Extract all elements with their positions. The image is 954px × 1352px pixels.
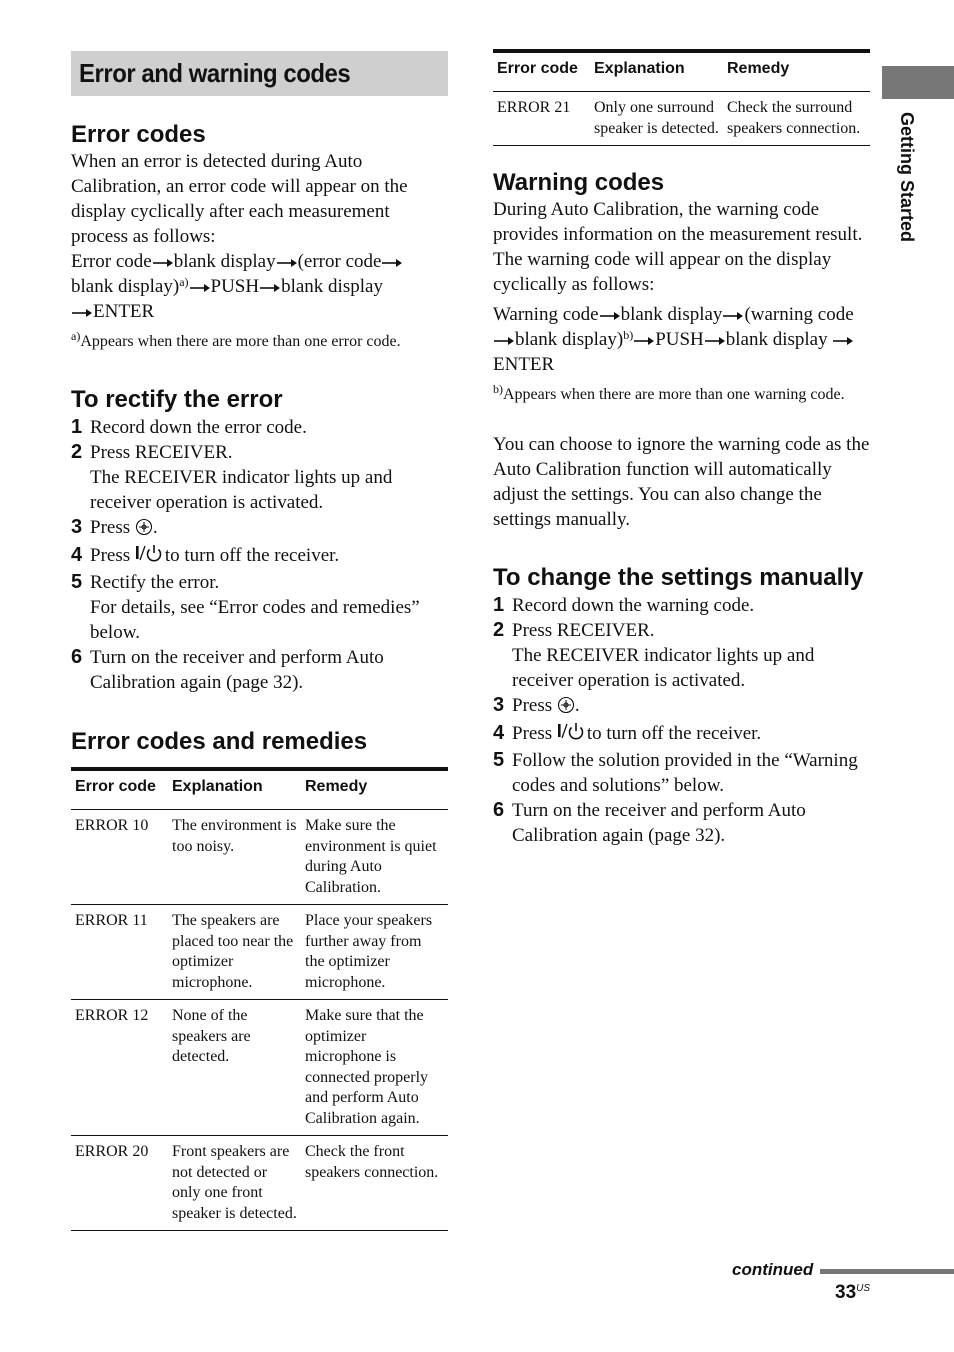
error-code-sequence: Error code blank display (error code blank display)$^{a)}$ PUSH blank display ENTER [71, 249, 448, 324]
column-header: Explanation [172, 778, 263, 795]
arrow-right-icon [71, 299, 93, 324]
arrow-right-icon [599, 302, 621, 327]
change-settings-heading: To change the settings manually [493, 564, 864, 591]
page-title-bar [71, 51, 448, 96]
list-item: 2 Press RECEIVER. The RECEIVER indicator lights up and receiver operation is activated. [71, 441, 393, 513]
remedies-heading: Error codes and remedies [71, 728, 368, 755]
power-icon [557, 721, 587, 748]
list-item: 2 Press RECEIVER. The RECEIVER indicator lights up and receiver operation is activated. [493, 619, 815, 691]
warning-codes-heading: Warning codes [493, 169, 665, 196]
continued-bar [820, 1269, 954, 1274]
table-row: ERROR 21 Only one surround speaker is detected. Check the surround speakers connection. [493, 92, 870, 146]
table-row: ERROR 10 The environment is too noisy. Make sure the environment is quiet during Auto Calibration. [71, 810, 448, 905]
arrow-right-icon [276, 249, 298, 274]
list-item: 1 Record down the error code. [71, 416, 307, 438]
error-codes-table [71, 767, 448, 1231]
power-icon [135, 543, 165, 570]
section-tab-marker [882, 66, 954, 99]
arrow-right-icon [189, 274, 211, 299]
column-header: Error code [497, 60, 578, 77]
page-number: $33^{US}$ [835, 1282, 871, 1303]
error-footnote: $^{a)}$Appears when there are more than one error code. [71, 329, 401, 350]
column-header: Remedy [727, 60, 790, 77]
error-codes-intro: When an error is detected during Auto Calibration, an error code will appear on the display cyclically after each measurement process as follows: [71, 151, 408, 247]
arrow-right-icon [381, 249, 403, 274]
arrow-right-icon [259, 274, 281, 299]
rectify-heading: To rectify the error [71, 386, 283, 413]
table-row: ERROR 20 Front speakers are not detected or only one front speaker is detected. Check the front speakers connection. [71, 1136, 448, 1231]
error-codes-heading: Error codes [71, 121, 206, 148]
list-item: 3 Press . [493, 693, 870, 721]
left-column [71, 51, 448, 1231]
joystick-center-icon [557, 696, 575, 721]
joystick-center-icon [135, 518, 153, 543]
column-header: Error code [75, 778, 156, 795]
table-header-row [493, 51, 870, 92]
list-item: 4 Press to turn off the receiver. [493, 721, 870, 748]
rectify-steps [71, 415, 448, 695]
table-row: ERROR 12 None of the speakers are detected. Make sure that the optimizer microphone is connected properly and perform Auto Calibration again. [71, 1000, 448, 1136]
error-codes-table-continued [493, 49, 870, 146]
list-item: 5 Rectify the error. For details, see “Error codes and remedies” below. [71, 571, 420, 643]
change-settings-steps [493, 593, 870, 848]
arrow-right-icon [152, 249, 174, 274]
table-header-row [71, 769, 448, 810]
warning-note: You can choose to ignore the warning code as the Auto Calibration function will automatically adjust the settings. You can also change the settings manually. [493, 434, 870, 530]
list-item: 4 Press to turn off the receiver. [71, 543, 448, 570]
table-row: ERROR 11 The speakers are placed too near the optimizer microphone. Place your speakers further away from the optimizer microphone. [71, 905, 448, 1000]
arrow-right-icon [832, 327, 854, 352]
list-item: 5 Follow the solution provided in the “Warning codes and solutions” below. [493, 749, 858, 796]
list-item: 1 Record down the warning code. [493, 594, 755, 616]
sidebar-section-label: Getting Started [897, 112, 917, 243]
column-header: Remedy [305, 778, 368, 795]
page-title: Error and warning codes [79, 58, 351, 88]
column-header: Explanation [594, 60, 685, 77]
list-item: 6 Turn on the receiver and perform Auto Calibration again (page 32). [493, 799, 806, 846]
continued-label: continued [732, 1260, 814, 1279]
warning-footnote: $^{b)}$Appears when there are more than one warning code. [493, 382, 845, 403]
right-column [493, 49, 870, 848]
list-item: 3 Press . [71, 515, 448, 543]
arrow-right-icon [633, 327, 655, 352]
arrow-right-icon [704, 327, 726, 352]
list-item: 6 Turn on the receiver and perform Auto Calibration again (page 32). [71, 646, 384, 693]
arrow-right-icon [722, 302, 744, 327]
arrow-right-icon [493, 327, 515, 352]
warning-codes-intro: During Auto Calibration, the warning code provides information on the measurement result. The warning code will appear on the display cyclically as follows: [493, 199, 863, 295]
warning-code-sequence: Warning code blank display (warning code blank display)$^{b)}$ PUSH blank display ENTER [493, 304, 854, 375]
